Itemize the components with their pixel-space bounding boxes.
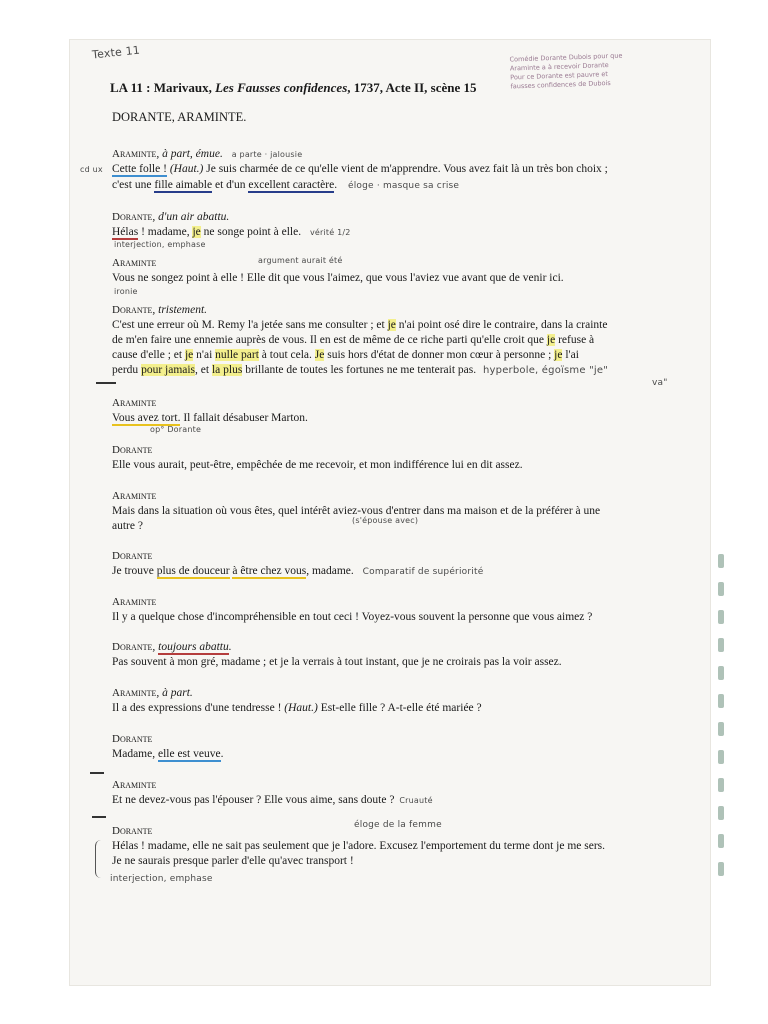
characters-line: DORANTE, ARAMINTE. <box>112 110 247 124</box>
speaker-line: Araminte <box>112 779 157 791</box>
speaker-line: Dorante, d'un air abattu. <box>112 211 230 223</box>
speaker-line: Araminte, à part, émue. a parte · jalousie <box>112 148 303 160</box>
dialogue-line: Et ne devez-vous pas l'épouser ? Elle vous aime, sans doute ? Cruauté <box>112 794 433 806</box>
speaker-line: Dorante <box>112 733 153 745</box>
dialogue-line: Il y a quelque chose d'incompréhensible en tout ceci ! Voyez-vous souvent la personne que vous aimez ? <box>112 611 593 623</box>
speaker-line: Dorante, tristement. <box>112 304 208 316</box>
dialogue-line: Mais dans la situation où vous êtes, quel intérêt aviez-vous d'entrer dans ma maison et de la préférer à une <box>112 505 601 517</box>
handwritten-title: Texte 11 <box>91 43 141 62</box>
dialogue-line: Elle vous aurait, peut-être, empêchée de me recevoir, et mon indifférence lui en dit assez. <box>112 459 523 471</box>
margin-note: cd ux <box>80 165 103 174</box>
dialogue-line: Je ne saurais presque parler d'elle qu'avec transport ! <box>112 855 354 867</box>
margin-dash <box>90 772 104 774</box>
paper-edge-marks <box>714 540 728 960</box>
margin-note: op° Dorante <box>150 425 202 434</box>
speaker-line: Araminte <box>112 397 157 409</box>
margin-note: interjection, emphase <box>114 240 206 249</box>
speaker-line: Dorante, toujours abattu. <box>112 641 232 653</box>
margin-note: interjection, emphase <box>110 874 213 884</box>
margin-note: (s'épouse avec) <box>352 516 419 525</box>
dialogue-line: de m'en faire une ennemie auprès de vous. Il en est de même de ce riche parti qu'elle croit que je refuse à <box>112 334 595 346</box>
dialogue-line: Il a des expressions d'une tendresse ! (Haut.) Est-elle fille ? A-t-elle été mariée ? <box>112 702 482 714</box>
speaker-line: Dorante <box>112 825 153 837</box>
margin-note: ironie <box>114 287 138 296</box>
dialogue-line: Je trouve plus de douceur à être chez vous, madame. Comparatif de supériorité <box>112 565 484 577</box>
margin-bracket <box>95 840 102 878</box>
speaker-line: Araminte <box>112 257 157 269</box>
margin-note: éloge de la femme <box>354 820 442 830</box>
dialogue-line: Cette folle ! (Haut.) Je suis charmée de ce qu'elle vient de m'apprendre. Vous avez fait là un très bon choix ; <box>112 163 608 175</box>
speaker-line: Dorante <box>112 550 153 562</box>
margin-dash <box>96 382 116 384</box>
dialogue-line: Madame, elle est veuve. <box>112 748 224 760</box>
dialogue-line: C'est une erreur où M. Remy l'a jetée sans me consulter ; et je n'ai point osé dire le contraire, dans la crainte <box>112 319 608 331</box>
dialogue-line: Hélas ! madame, elle ne sait pas seulement que je l'adore. Excusez l'emportement du terme dont je me sers. <box>112 840 606 852</box>
speaker-line: Araminte, à part. <box>112 687 193 699</box>
margin-note: argument aurait été <box>258 256 343 265</box>
speaker-line: Araminte <box>112 490 157 502</box>
dialogue-line: Hélas ! madame, je ne songe point à elle. vérité 1/2 <box>112 226 351 238</box>
dialogue-line: autre ? <box>112 520 143 532</box>
dialogue-line: Vous ne songez point à elle ! Elle dit que vous l'aimez, que vous l'aviez vue avant que de venir ici. <box>112 272 564 284</box>
dialogue-line: cause d'elle ; et je n'ai nulle part à tout cela. Je suis hors d'état de donner mon cœur à personne ; je l'ai <box>112 349 579 361</box>
dialogue-line: perdu pour jamais, et la plus brillante de toutes les fortunes ne me tenterait pas. hyperbole, égoïsme "je" <box>112 364 609 376</box>
dialogue-line: c'est une fille aimable et d'un excellent caractère. éloge · masque sa crise <box>112 179 460 191</box>
margin-note: va" <box>652 378 668 388</box>
speaker-line: Dorante <box>112 444 153 456</box>
dialogue-line: Pas souvent à mon gré, madame ; et je la verrais à tout instant, que je ne croirais pas la voir assez. <box>112 656 562 668</box>
speaker-line: Araminte <box>112 596 157 608</box>
document-title: LA 11 : Marivaux, Les Fausses confidences, 1737, Acte II, scène 15 <box>110 80 477 95</box>
corner-note: Comédie Dorante Dubois pour que Araminte a à recevoir Dorante Pour ce Dorante est pauvre et fausses confidences de Dubois <box>509 51 623 91</box>
margin-dash <box>92 816 106 818</box>
dialogue-line: Vous avez tort. Il fallait désabuser Marton. <box>112 412 308 424</box>
